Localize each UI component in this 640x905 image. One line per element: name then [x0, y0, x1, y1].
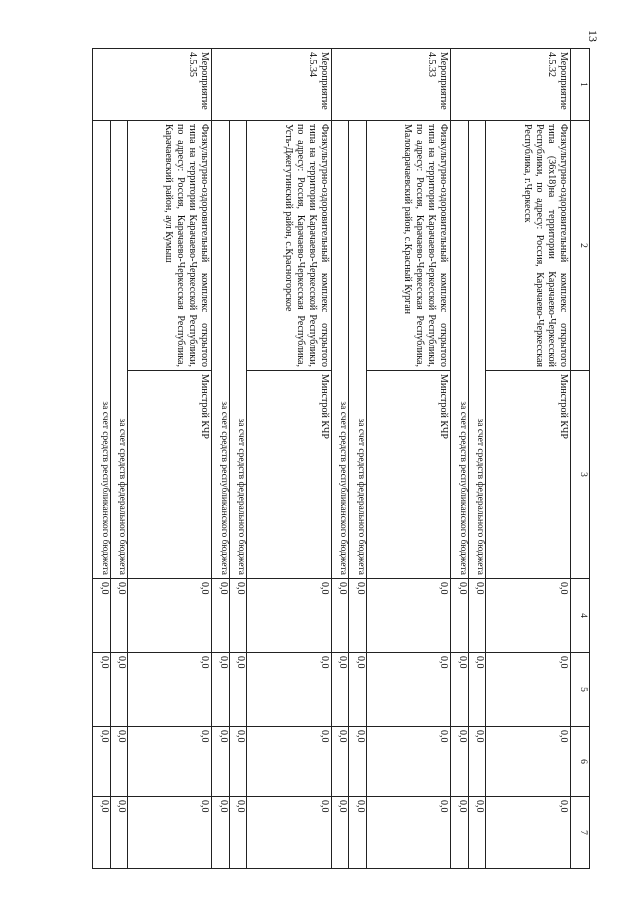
republic-row: [451, 49, 468, 869]
measure-id: Мероприятие 4.5.34: [212, 49, 331, 121]
federal-row: [110, 49, 127, 869]
measure-name: Физкультурно-оздоровительный комплекс открытого типа на территории Карачаево-Черкесской Республики, по адресу: Россия, Карачаево-Черкесская Республика, Карачаевский район, аул Кумыш: [127, 121, 212, 371]
value-cell: 0,0: [366, 579, 451, 653]
republic-value-cell: 0,0: [93, 579, 111, 653]
federal-row: [229, 49, 246, 869]
value-cell: 0,0: [247, 727, 332, 797]
header-cell-7: 7: [570, 797, 589, 869]
value-cell: 0,0: [127, 727, 212, 797]
measure-id: Мероприятие 4.5.35: [93, 49, 212, 121]
header-cell-2: 2: [570, 121, 589, 371]
federal-value-cell: 0,0: [110, 727, 127, 797]
republic-value-cell: 0,0: [93, 653, 111, 727]
federal-row: [349, 49, 366, 869]
federal-value-cell: 0,0: [349, 727, 366, 797]
republic-row: [212, 49, 229, 869]
measure-name: Физкультурно-оздоровительный комплекс открытого типа на территории Карачаево-Черкесской Республики, по адресу: Россия, Карачаево-Черкесская Республика, Малокарачаевский район, с.Красный Курган: [366, 121, 451, 371]
republic-value-cell: 0,0: [93, 727, 111, 797]
value-cell: 0,0: [127, 653, 212, 727]
measure-id: Мероприятие 4.5.32: [451, 49, 570, 121]
federal-value-cell: 0,0: [468, 579, 485, 653]
republic-budget-label: за счет средств республиканского бюджета: [331, 121, 348, 579]
measure-name: Физкультурно-оздоровительный комплекс открытого типа на территории Карачаево-Черкесской Республики, по адресу: Россия, Карачаево-Черкесская Республика, Усть-Джегутинский район, с.Красногорское: [247, 121, 332, 371]
table-row: [127, 49, 212, 869]
rotated-table-container: [92, 48, 590, 868]
value-cell: 0,0: [127, 579, 212, 653]
republic-value-cell: 0,0: [451, 653, 468, 727]
budget-table: [92, 48, 590, 869]
executor: Минстрой КЧР: [366, 371, 451, 579]
federal-value-cell: 0,0: [110, 653, 127, 727]
federal-value-cell: 0,0: [229, 653, 246, 727]
header-cell-6: 6: [570, 727, 589, 797]
federal-value-cell: 0,0: [229, 797, 246, 869]
republic-value-cell: 0,0: [331, 653, 348, 727]
federal-value-cell: 0,0: [468, 727, 485, 797]
header-cell-3: 3: [570, 371, 589, 579]
table-body: [93, 49, 590, 869]
executor: Минстрой КЧР: [127, 371, 212, 579]
executor: Минстрой КЧР: [247, 371, 332, 579]
republic-value-cell: 0,0: [212, 653, 229, 727]
federal-value-cell: 0,0: [349, 653, 366, 727]
republic-value-cell: 0,0: [331, 727, 348, 797]
value-cell: 0,0: [486, 797, 571, 869]
republic-budget-label: за счет средств республиканского бюджета: [451, 121, 468, 579]
header-cell-5: 5: [570, 653, 589, 727]
republic-budget-label: за счет средств республиканского бюджета: [212, 121, 229, 579]
table-row: [486, 49, 571, 869]
value-cell: 0,0: [366, 727, 451, 797]
republic-value-cell: 0,0: [212, 727, 229, 797]
republic-value-cell: 0,0: [451, 579, 468, 653]
federal-value-cell: 0,0: [468, 797, 485, 869]
measure-id: Мероприятие 4.5.33: [331, 49, 450, 121]
republic-value-cell: 0,0: [451, 727, 468, 797]
federal-budget-label: за счет средств федерального бюджета: [349, 121, 366, 579]
republic-value-cell: 0,0: [451, 797, 468, 869]
value-cell: 0,0: [247, 579, 332, 653]
value-cell: 0,0: [247, 797, 332, 869]
federal-value-cell: 0,0: [349, 797, 366, 869]
header-cell-1: 1: [570, 49, 589, 121]
federal-value-cell: 0,0: [110, 579, 127, 653]
federal-value-cell: 0,0: [229, 579, 246, 653]
federal-budget-label: за счет средств федерального бюджета: [468, 121, 485, 579]
federal-budget-label: за счет средств федерального бюджета: [229, 121, 246, 579]
republic-value-cell: 0,0: [93, 797, 111, 869]
value-cell: 0,0: [486, 727, 571, 797]
table-row: [247, 49, 332, 869]
federal-value-cell: 0,0: [110, 797, 127, 869]
value-cell: 0,0: [247, 653, 332, 727]
table-row: [366, 49, 451, 869]
federal-budget-label: за счет средств федерального бюджета: [110, 121, 127, 579]
republic-value-cell: 0,0: [331, 579, 348, 653]
value-cell: 0,0: [127, 797, 212, 869]
value-cell: 0,0: [366, 797, 451, 869]
executor: Минстрой КЧР: [486, 371, 571, 579]
republic-value-cell: 0,0: [212, 579, 229, 653]
value-cell: 0,0: [486, 579, 571, 653]
republic-value-cell: 0,0: [212, 797, 229, 869]
measure-name: Физкультурно-оздоровительный комплекс открытого типа (36х18)на территории Карачаево-Черкесской Республики, по адресу: Россия, Карачаево-Черкесская Республика, г.Черкесск: [486, 121, 571, 371]
republic-value-cell: 0,0: [331, 797, 348, 869]
federal-value-cell: 0,0: [229, 727, 246, 797]
page-number: 13: [586, 30, 600, 42]
federal-value-cell: 0,0: [349, 579, 366, 653]
value-cell: 0,0: [486, 653, 571, 727]
header-cell-4: 4: [570, 579, 589, 653]
value-cell: 0,0: [366, 653, 451, 727]
republic-row: [93, 49, 111, 869]
federal-value-cell: 0,0: [468, 653, 485, 727]
federal-row: [468, 49, 485, 869]
republic-row: [331, 49, 348, 869]
header-row: [570, 49, 589, 869]
republic-budget-label: за счет средств республиканского бюджета: [93, 121, 111, 579]
